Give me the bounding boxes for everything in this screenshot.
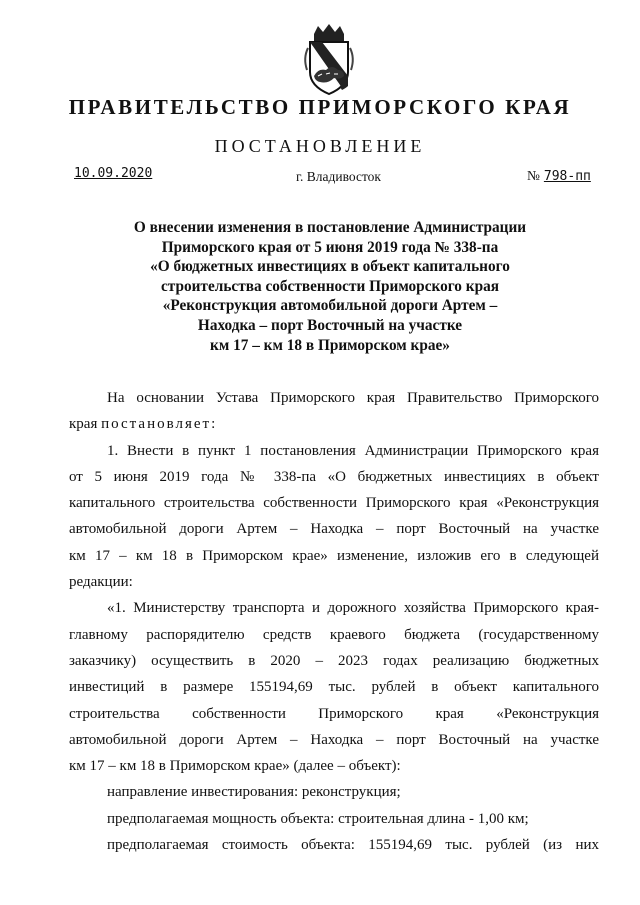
body-line: автомобильной дороги Артем – Находка – порт Восточный на участке: [69, 731, 599, 748]
coat-of-arms-emblem: [300, 24, 358, 96]
number-sign: №: [527, 168, 540, 183]
body-line: редакции:: [69, 574, 133, 591]
document-number: [527, 168, 591, 184]
document-subject: [120, 218, 540, 355]
body-line: строительства собственности Приморского края «Реконструкция: [69, 705, 599, 722]
body-word: края: [69, 416, 98, 433]
body-line: предполагаемая мощность объекта: строительная длина - 1,00 км;: [107, 810, 529, 827]
subject-line: Находка – порт Восточный на участке: [197, 316, 463, 334]
document-date: 10.09.2020: [74, 166, 153, 181]
resolution-word: постановляет:: [101, 416, 218, 433]
document-body: [69, 385, 599, 858]
government-title: ПРАВИТЕЛЬСТВО ПРИМОРСКОГО КРАЯ: [68, 95, 572, 119]
body-line: капитального строительства собственности Приморского края «Реконструкция: [69, 495, 599, 512]
subject-line: км 17 – км 18 в Приморском крае»: [210, 336, 450, 354]
body-line: главному распорядителю средств краевого бюджета (государственному: [69, 626, 599, 643]
subject-line: «Реконструкция автомобильной дороги Артем –: [162, 297, 498, 315]
subject-line: строительства собственности Приморского края: [160, 277, 500, 295]
subject-line: О внесении изменения в постановление Администрации: [133, 219, 527, 236]
body-line: км 17 – км 18 в Приморском крае» изменение, изложив его в следующей: [69, 547, 599, 564]
document-type: ПОСТАНОВЛЕНИЕ: [214, 136, 426, 156]
body-line: «1. Министерству транспорта и дорожного хозяйства Приморского края-: [107, 600, 599, 617]
body-line: предполагаемая стоимость объекта: 155194,69 тыс. рублей (из них: [107, 837, 599, 854]
number-value: 798-пп: [543, 169, 591, 184]
body-line: инвестиций в размере 155194,69 тыс. рублей в объект капитального: [69, 679, 599, 696]
document-city: г. Владивосток: [296, 169, 381, 184]
body-line: 1. Внести в пункт 1 постановления Администрации Приморского края: [107, 442, 599, 459]
subject-line: Приморского края от 5 июня 2019 года № 338-па: [161, 238, 499, 256]
body-line: направление инвестирования: реконструкция;: [107, 784, 401, 801]
body-line: На основании Устава Приморского края Правительство Приморского: [107, 390, 599, 406]
body-line: заказчику) осуществить в 2020 – 2023 годах реализацию бюджетных: [69, 652, 599, 669]
subject-line: «О бюджетных инвестициях в объект капитального: [150, 258, 510, 276]
body-line: от 5 июня 2019 года № 338-па «О бюджетных инвестициях в объект: [69, 468, 599, 485]
body-line: [69, 411, 599, 437]
body-line: км 17 – км 18 в Приморском крае» (далее – объект):: [69, 758, 401, 775]
body-line: автомобильной дороги Артем – Находка – порт Восточный на участке: [69, 521, 599, 538]
